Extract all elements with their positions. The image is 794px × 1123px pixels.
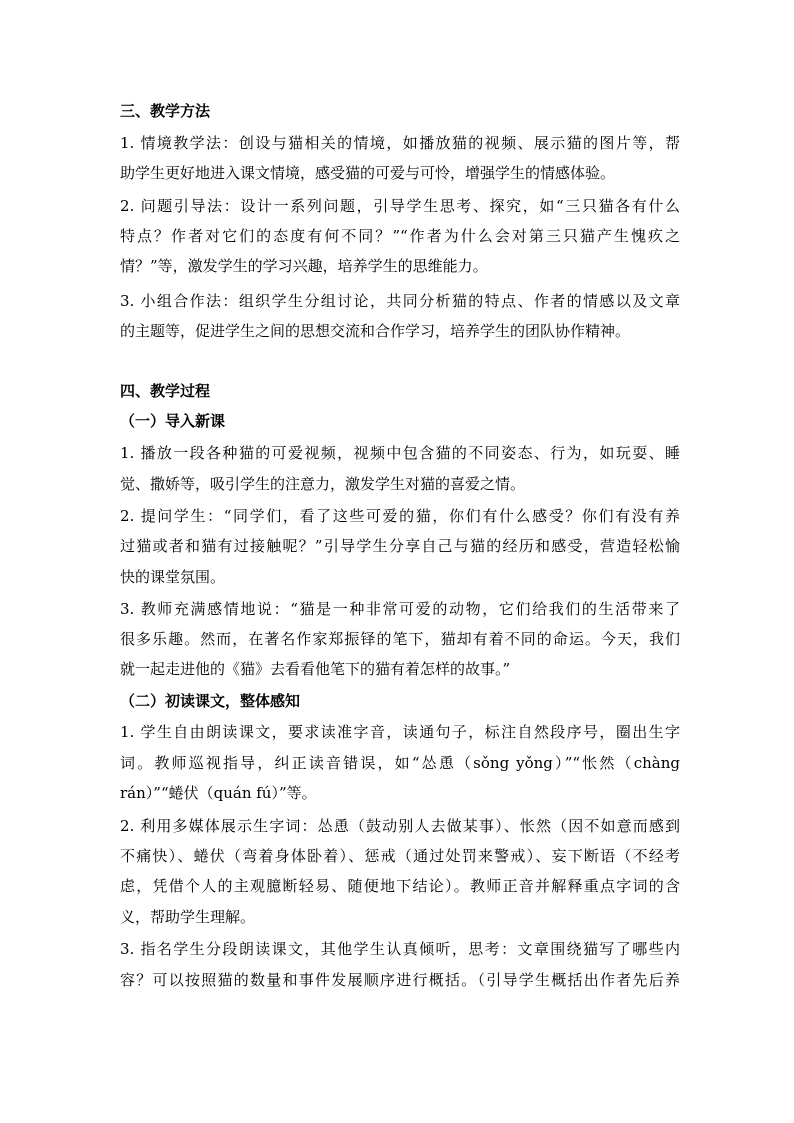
section-3-heading: 三、教学方法 (120, 102, 211, 120)
paragraph-line: 义，帮助学生理解。 (120, 908, 256, 926)
paragraph-line: 1. 播放一段各种猫的可爱视频，视频中包含猫的不同姿态、行为，如玩耍、睡 (120, 444, 680, 462)
paragraph-line: 助学生更好地进入课文情境，感受猫的可爱与可怜，增强学生的情感体验。 (120, 164, 616, 182)
section-4-heading: 四、教学过程 (120, 382, 211, 400)
part-2-heading: （二）初读课文，整体感知 (120, 692, 301, 710)
paragraph-line: 就一起走进他的《猫》去看看他笔下的猫有着怎样的故事。” (120, 660, 511, 678)
paragraph-line: 过猫或者和猫有过接触呢？”引导学生分享自己与猫的经历和感受，营造轻松愉 (120, 537, 680, 555)
paragraph-line: 容？可以按照猫的数量和事件发展顺序进行概括。（引导学生概括出作者先后养 (120, 971, 680, 989)
paragraph-line: 情？”等，激发学生的学习兴趣，培养学生的思维能力。 (120, 257, 488, 275)
paragraph-line: rán）”“蜷伏（quán fú）”等。 (120, 784, 317, 802)
paragraph-line: 3. 小组合作法：组织学生分组讨论，共同分析猫的特点、作者的情感以及文章 (120, 292, 680, 310)
part-1-heading: （一）导入新课 (120, 412, 226, 430)
paragraph-line: 2. 提问学生：“同学们，看了这些可爱的猫，你们有什么感受？你们有没有养 (120, 507, 680, 525)
paragraph-line: 的主题等，促进学生之间的思想交流和合作学习，培养学生的团队协作精神。 (120, 322, 631, 340)
paragraph-line: 1. 情境教学法：创设与猫相关的情境，如播放猫的视频、展示猫的图片等，帮 (120, 134, 680, 152)
paragraph-line: 不痛快）、蜷伏（弯着身体卧着）、惩戒（通过处罚来警戒）、妄下断语（不经考 (120, 847, 680, 865)
paragraph-line: 觉、撒娇等，吸引学生的注意力，激发学生对猫的喜爱之情。 (120, 475, 526, 493)
paragraph-line: 3. 教师充满感情地说：“猫是一种非常可爱的动物，它们给我们的生活带来了 (120, 600, 680, 618)
paragraph-line: 1. 学生自由朗读课文，要求读准字音，读通句子，标注自然段序号，圈出生字 (120, 723, 680, 741)
paragraph-line: 很多乐趣。然而，在著名作家郑振铎的笔下，猫却有着不同的命运。今天，我们 (120, 630, 680, 648)
paragraph-line: 3. 指名学生分段朗读课文，其他学生认真倾听，思考：文章围绕猫写了哪些内 (120, 940, 680, 958)
paragraph-line: 快的课堂氛围。 (120, 568, 226, 586)
paragraph-line: 2. 利用多媒体展示生字词：怂恿（鼓动别人去做某事）、怅然（因不如意而感到 (120, 817, 680, 835)
paragraph-line: 词。教师巡视指导，纠正读音错误，如“怂恿（sǒng yǒng）”“怅然（chàng (120, 754, 680, 772)
paragraph-line: 特点？作者对它们的态度有何不同？”“作者为什么会对第三只猫产生愧疚之 (120, 227, 680, 245)
paragraph-line: 虑，凭借个人的主观臆断轻易、随便地下结论）。教师正音并解释重点字词的含 (120, 877, 680, 895)
paragraph-line: 2. 问题引导法：设计一系列问题，引导学生思考、探究，如“三只猫各有什么 (120, 197, 680, 215)
